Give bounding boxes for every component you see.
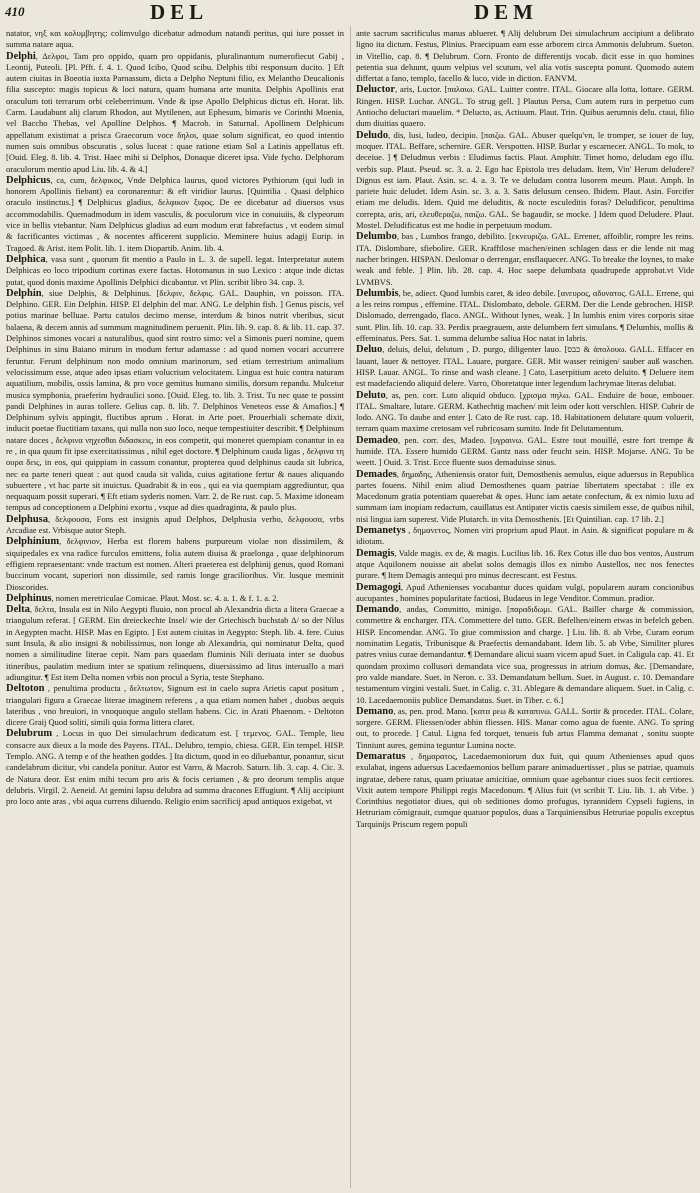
- entry-text: , δημανετος, Nomen viri proprium apud Plaut. in Asin. & significat populare m & idiotam.: [356, 525, 694, 547]
- entry-text: , andas, Committo, minigo. [παραδιδωμι. GAL. Bailler charge & commission, commettre & encharger. ITA. Commettere del tutto. GER. Befelhen/einem etwas in befelch geben. HISP. Encomendar. ANG. To giue commission and charge. ] Liu. lib. 8. ab Vrbe, Curam eorum nominatim Legatis, Tribunisque & Praefectis demandabant. Idem lib. 5. ab Vrbe, Similiter plures patres vnius curae demandantur. ¶ Demandare alicui suam vicem apud Suet. in Caligula cap. 41. Et quondam proximo collusori demandata vice sua, progressus in atrium domus, &c. [Demandare, pro valde mandare. Suet. in Neron. c. 33. Demandatum bellum. Suet. in August. c. 10. Demandare testamentum virgini vestali. Suet. in Calig. c. 31. Ablegare & demandare aliquem. Suet. in Calig. c. 10. Lacedaemoniis publice Demandatus. Suet. in Tiber. c. 6.]: [356, 604, 694, 705]
- dictionary-entry: [6, 593, 344, 604]
- entry-headword: Delumbis: [356, 287, 399, 299]
- entry-headword: Demagogi: [356, 581, 401, 593]
- left-column: [6, 28, 344, 1186]
- dictionary-entry: [6, 683, 344, 728]
- entry-headword: Demando: [356, 604, 400, 616]
- entry-headword: Deluctor: [356, 84, 396, 96]
- entry-headword: Delphicus: [6, 174, 51, 186]
- entry-text: , aris, Luctor. [παλαιω. GAL. Luitter contre. ITAL. Giocare alla lotta, lottare. GERM. Ringen. HISP. Luchar. ANGL. To strug gell. ] Plautus Persa, Cum autem rura in perpetuo cum Antiocho deluctari mauelim. * Delucto, as, Actiuum. Plaut. Trin. Quibus aerumnis delu. ctaui, filio dum diuitias quaero.: [356, 84, 694, 129]
- entry-text: , dis, lusi, ludeo, decipio. [παιζω. GAL. Abuser quelqu'vn, le tromper, se iouer de luy, moquer. ITAL. Beffare, schernire. GER. Verspotten. HISP. Burlar y escarnecer. ANGL. To mok, to deceiue. ] ¶ Deludmus verbis : Eludimus factis. Plaut. Amphitr. Timet homo, deludam ego illu. verbis sup. Plaut. Pseud. sc. 3. a. 2. Ego hac Epistola tres deludam. Item, Vin' Herum deludere? Dignus est iam. Plaut. Asin. sc. 4. a. 3. Te ve deludam contra lusorem meum. Plaut. Amph. In pariete huic deludet. Idem Asin. sc. 3. a. 3. Satis delusum censeo. Ibidem. Plaut. Asin. Forcifer etiam me deludis. Idem. Quid me deluditis, & nocte esculeditis foras? Deludificor, penultima correpta, aris, ari, ελευθεραζω, παιζω. GAL. Se bagaudir, se mocke. ] Idem quod Deludere. Plaut. Mostel. Deludificatus est me hodie in perpetuum modum.: [356, 129, 694, 231]
- entry-headword: Delphica: [6, 253, 46, 265]
- dictionary-entry: [356, 525, 694, 548]
- dictionary-entry: [356, 548, 694, 582]
- entry-headword: Deluto: [356, 389, 386, 401]
- entry-text: , penultima producta , δελτωτον, Signum est in caelo supra Arietis caput positum , triangulari figura a Graecae literae imaginem referens , a qua etiam nomen habet , duobus aequis lateribus , vno breuiori, in vnoquoque angulo stellam habens. Cic. in Arati Phaenom. - Deltoton dicere Graij Quod soliti, simili quia forma littera claret.: [6, 683, 344, 728]
- entry-text: ante sacrum sacrificulus manus ablueret. ¶ Alij delubrum Dei simulachrum accipiunt a delibrato ligno ita dictum. Festus, Plinius. Praecipuam eam esse arborem circa Ammonis delubrum. Sueton. in Vitellio, cap. 8. ¶ Delubrum. Corn. Fronto de differentijs vocab. dicit esse in quo homines petentia sua deluunt, quum velpius vel scutum, vel alia votis suscepta ponunt. Quomodo autem differtat a fano, templo, facello & luco, vide in diction. FANVM.: [356, 28, 694, 84]
- dictionary-entry: [6, 28, 344, 51]
- entry-headword: Demano: [356, 705, 394, 717]
- dictionary-entry: [356, 469, 694, 525]
- entry-headword: Demadeo: [356, 434, 398, 446]
- dictionary-entry: [356, 751, 694, 830]
- entry-headword: Delta: [6, 604, 30, 616]
- right-column: [356, 28, 694, 1186]
- entry-text: , as, pen. corr. Luto aliquid obduco. [χρισμα πηλω. GAL. Enduire de boue, embouer. ITAL. Smaltare, lutare. GERM. Kathechtig machen/ mit leim oder kott verschlen. HISP. Cubrir de lodo. ANG. To daube and enter ]. Cato de Re rust. cap. 18. Habitationem delutare quum voluerit, terram quam maxime cretosam vel rubricosam sumito. Inde fit Delutamentum.: [356, 389, 694, 434]
- dictionary-entry: [356, 84, 694, 129]
- entry-text: , nomen meretriculae Comicae. Plaut. Most. sc. 4. a. 1. & f. 1. a. 2.: [51, 592, 279, 603]
- entry-text: , ca, cum, δελφικος, Vnde Delphica laurus, quod victores Pythiorum (qui ludi in honorem Apollinis fiebant) ea coronarentur: & eft viridior laurus. [Quintilia . Quasi delphico oraculo instinctus.] ¶ Delphicus gladius, δελφικον ξιφος. De ee dicebatur ad diuersos vsus accommodabilis. Quemadmodum in idem vasculis, & poculorum vice in conuiuiis, & clypeorum vice in bellis vtebantur. Nam Delphicus gladius ad eum modum erat fabrefactus , vt eodem simul & facrificantes victimas , & nocentes afficerent supplicio. Meminere huius adagij Eurip. in Tragoed. & Arist. item Polit. lib. 1. item Diopartib. Anim. lib. 4.: [6, 174, 344, 253]
- entry-headword: Deludo: [356, 129, 389, 141]
- dictionary-entry: [6, 728, 344, 807]
- dictionary-entry: [6, 604, 344, 683]
- page-number: 410: [5, 4, 25, 19]
- column-divider: [350, 26, 351, 1188]
- dictionary-entry: [356, 288, 694, 344]
- dictionary-entry: [356, 231, 694, 287]
- entry-headword: Delphin: [6, 287, 42, 299]
- entry-text: , δημαδης, Atheniensis orator fuit, Demosthenis aemulus, eique aduersus in Republica partes fouens. Nihil enim aliud Demosthenes quam patriae libertatem spectabat : ille ex Macedonum gratia potentiam quaerebat & opes. Hunc iam aetate confectum, & ex nimio luxu ad summam iam inopiam redactum, cauillatus est Antipater victis caesis similem esse, de quibus nihil, nisi lingua iam superest. Vide Plutarch. in vita Demosthenis. [Et Quintilian. cap. 17 lib. 2.]: [356, 468, 694, 524]
- dictionary-entry: [6, 514, 344, 537]
- page-header: [0, 0, 700, 26]
- entry-text: , δελφουσα, Fons est insignis apud Delphos, Delphusia verbo, δελφουσα, vrbs Arcadiae est. Vrbisque autor Steph.: [6, 513, 344, 536]
- entry-headword: Demagis: [356, 547, 395, 559]
- entry-text: , Δελφοι, Tam pro oppido, quam pro oppidanis, pluralinantum numerofiecut Gabij , Leontij, Puteoli. [Pl. Pfft. f. 4. 1. Quod Icibo, Quod scibu. Delphis tibi responsum ducito. ] Eft autem ciuitas in Boeotia iuxta Parnassum, dicta a Delpho Neptuni filio, ex Melantho Deucalionis filia suscepto: magis topicus & loci natura, quam humana arte munita. Delphis Apollinis erat oraculum toti terrarum orbi celeberrimum. Vnde & ipse Apollo Delphicus dictus eft. Horat. lib. Carm. Laudabunt alij clarum Rhodon, aut Mytilenen, aut Ephesum, bimaris ve Corinthi Moenia, vel Baccho Thebas, vel Apolline Delphos. ¶ Macrob. in Saturnal. Apollinem Delphicum appellatum existimat a prisca Graecorum voce δηλοι, quae solum significat, eo quod intentio numen suis omnibus obscuratis , solus luceat : quae ratione etiam Sol a Latinis appellatus eft. [Ouid. Eleg. 8. lib. 4. Trist. Haec mihi si Delphos, Donaque diceret ipsa. Vide fycho. Delphorum oraculorum mentio apud Liu. lib. 4. & 4.]: [6, 50, 344, 174]
- dictionary-entry: [356, 706, 694, 751]
- entry-headword: Delphinus: [6, 592, 52, 604]
- dictionary-entry: [356, 344, 694, 389]
- entry-text: , as, pen. prod. Mano. [κατα ρεω & καταπινω. GALL. Sortir & proceder. ITAL. Colare, sorgere. GERM. Fliessen/oder abhin fliessen. HIS. Manar como agua de fuente. ANG. To spring out, to procede. ] Catul. Ligna fed torquet, tenueis fub artus Flamma demanat , sonitu suopte Tinniunt aures, gemina teguntur Lumina nocte.: [356, 705, 694, 750]
- dictionary-entry: [356, 28, 694, 84]
- dictionary-entry: [6, 51, 344, 175]
- dictionary-entry: [6, 536, 344, 592]
- entry-headword: Deltoton: [6, 683, 45, 695]
- dictionary-entry: [356, 582, 694, 605]
- dictionary-entry: [6, 288, 344, 514]
- entry-text: , δελφινιον, Herba est florem habens purpureum violae non dissimilem, & siquipedales ex vna radice furculos emittens, folia autem diuisa & praelonga , quae delphinorum effigiem repraesentant: vnde tractum est nomen. Alteri praeterea est delphinij genus, quod Romani buccinum vocant, superiori non dissimile, sed ramis longe gracilioribus. Vir. lusque meminit Dioscorides.: [6, 536, 344, 592]
- entry-headword: Demanetys: [356, 525, 406, 537]
- entry-text: , siue Delphis, & Delphinus. [δελφιν, δελφις. GAL. Dauphin, vn poisson. ITA. Delphino. GER. Ein Delphin. HISP. El delphin del mar. ANG. Le delphin fish. ] Genus piscis, vel potius marinae belluae. Partu catulos decimo mense, interdum & binos nutrit vberibus, sicut balaena, & decem annis ad summum magnitudinem peruenit. Plin. lib. 9. cap. 8. & lib. 11. cap. 37. Delphinos simones vocari a naturalibus, quod sint rostro simo: vel a Simonis pueri nomine, quem Delphinus in sinu Baiano mirum in modum fertur adamasse : ad quod nomen vocari accurrere feruntur. Ferunt delphinum non modo omnium marinorum, sed etiam terrestrium animalium velocissimum esse, atque adeo ipsas etiam volucrium velocitatem. Lingua est huic contra naturam aquatilium, mobilis, ossis lamina, & pro voce gemitus humano similis, dorsum repandu. Mulcetur musica symphonia, praeferim hydraulici sono. [Ouid. Eleg. to. lib. 3. Trist. Tu nec quae te possint pandi Delphines in auras tollere. Gelius cap. 8. lib. 7. Delphinos Veneteos esse & Amafios.] ¶ Delphinum sylvis appingit, fluctibus aprum . Horat. in Arte poet. Prouerbiali schemate dixit, inducit poetae fluctitiam taxans, qui nulla non suo loco, neque tempestiuiter describit. ¶ Delphinum natare doces , δελφινα νηχεσθαι διδασκεις, in eos competit, qui moneret quempiam conantur in ea re , in qua quum fit ipse exercitatissimus , nihil eget doctore. ¶ Delphinum cauda ligas , δελφινα τη ουρα δεις, in eos, qui quippiam in cassum conantur, propterea quod delphinus cauda sit lubrica, nec ea parte teneri queat : aut quod cauda sit valida, cuius agitatione fertur & naues aliquando subuertere , vt hac parte sit inuictus. Quadrabit & in eos , qui ea via quempiam aggrediuntur, qua nequaquam possit superari. ¶ Eft etiam syderis nomen. Varr. 2. de Re rust. cap. 5. Maxime idoneam tempus ad conceptionem a Delphini exortu , vsque ad dies quadraginta, & paulo plus.: [6, 287, 344, 513]
- entry-text: , Valde magis. ex de, & magis. Lucilius lib. 16. Rex Cotus ille duo bos ventos, Austrum atque Aquilonem nouisse ait abelat solos demagis illos ex nimbo Austellos, nec nos fenectes purare. ¶ Item Demagis antequi pro minus decrescant. est Festus.: [356, 547, 694, 581]
- entry-text: , vasa sunt , quorum fit mentio a Paulo in L. 3. de supell. legat. Interpretatur autem Delphicas eo loco tripodium cortinas exere factas. Hotomanus in suo Lexico : atque inde dictas putat, quod donis maxime Apollinis Delphici dicabantur. vt Plin. scribit libro 34. cap. 3.: [6, 253, 344, 287]
- entry-text: , δημαρατος, Lacedaemoniorum dux fuit, qui quum Athenienses apud quos exulabat, ingens aduersus Lacedaemonios bellum parare animaduertisset , plus se patriae, quamuis ingratae, debere ratus, quam priuatae amicitiae, omnium quae agebantur ciues suos fecit certiores. Vixit autem tempore Philippi regis Macedonum. ¶ Alius fuit (vt scribit T. Liu. lib. 1. ab Vrbe. ) Corinthius negotiator diues, qui ob seditiones domo profugus, tyrannidem Cypseli fugiens, in Hetruriam cōmigrauit, cumque quatuor populos, duas a Tarquiniensibus Hetruriae populis exceptus Tarquinijs Priscum regem populi: [356, 751, 694, 829]
- running-head-right: DEM: [474, 0, 538, 24]
- running-head-left: DEL: [150, 0, 209, 24]
- entry-text: , Locus in quo Dei simulachrum dedicatum est. [ τεμενος. GAL. Temple, lieu consacre aux dieux a la mode des Payens. ITAL. Delubro, tempio, chiesa. GER. Ein tempel. HISP. Templo. ANG. A temp e of the heathen goddes. ] Ita dictum, quod in eo diluebantur, ponantur, sicut candelabrum dicitur, vbi candela ponitur. Autor est Varro, & Macrob. Saturn. lib. 3. cap. 4. Cic. 3. de Natura deor. Est enim mihi tecum pro aris & focis certamen , & pro deorum templis atque delubris. Virgil. 2. Aeneid. At gemini lapsu delubra ad summa dracones Effugiunt. ¶ Alij accipiunt pro loco ante aras , vbi aqua currens diluendo. Religio enim sacrificij apud antiquos exigebat, vt: [6, 728, 344, 807]
- entry-headword: Demades: [356, 468, 397, 480]
- entry-text: , pen. corr. des, Madeo. [υγραινω. GAL. Estre tout mouillé, estre fort trempe & humide. ITA. Essere humido GERM. Gantz nass oder feucht sein. HISP. Mojarse. ANG. To be weett. ] Ouid. 3. Trist. Ecce fluente suos demaduisse sinus.: [356, 434, 694, 468]
- dictionary-entry: [6, 175, 344, 254]
- entry-text: , deluis, delui, delutum , D. purgo, diligenter lauo. [כבס & ἀπολουω. GALL. Effacer en lauant, lauer & nettoyer. ITAL. Lauare, purgare. GER. Mit wasser reinigen/ sauber auß waschen. HISP. Lauar. ANGL. To rinse and wash cleane. ] Cato, Laserpitium aceto deluito. ¶ Deluere item est madefaciendo aliquid delere. Varro, Oboretatque inter legendum lachrymae literas delubat.: [356, 344, 694, 389]
- entry-text: , δελτα, Insula est in Nilo Aegypti fluuio, non procul ab Alexandria dicta a litera Graecae a triangulum referat. [ GERM. Ein dreieckechte Insel/ wie der Griechisch buchstab Δ/ so der Nilus in Aegypten macht. HISP. Mas en Egipto. ] Est autem ciuitas in Aegypto: Steph. lib. 4. fere. Cuius sunt Insula, & alio insigni & nobilissimus, non longe ab Alexandria, qui nominatur Delta, quod nomen a similitudine literae cepit. Nam pars quaedam fluminis Nili deriuata inter se duobus itineribus, paulatim medium inter se spatium relinquens, diuersissimo ad litus interuallo a mari adiungitur. ¶ Est item Delta nomen vrbis non procul a Syria, teste Stephano.: [6, 604, 344, 682]
- entry-text: , bas , Lumbos frango, debilito. [εκνευριζω. GAL. Errener, affoiblir, rompre les reins. ITA. Dislombare, sfiebolire. GER. Krafftlose machen/einen schlagen dass er die lende nit mag nacher bringen. HISPAN. Deslomar o derrengar, ensflaquecer. ANG. To breake the loynes, to make weak and feble. ] Plin. lib. 28. cap. 4. Hoc saepe delumbata quadrupede approbat.vt Vide LVMBVS.: [356, 231, 694, 287]
- entry-text: , Apud Athenienses vocabantur duces quidam vulgi, popularem auram concionibus aucupantes , homines popularitate factiosi, Budaeus in lege Venditor. Commun. pradior.: [356, 581, 694, 603]
- dictionary-entry: [356, 604, 694, 706]
- dictionary-entry: [356, 130, 694, 232]
- entry-text: natator, νηξ και κολυμβητης: colimvulgo dicebatur admodum natandi peritus, qui iure posset in summa natare aqua.: [6, 28, 344, 50]
- dictionary-entry: [356, 435, 694, 469]
- dictionary-entry: [356, 390, 694, 435]
- entry-text: , be, adiect. Quod lumbis caret, & ideo debile. [ανευρος, αδυνατος. GALL. Errene, qui a les reins rompus , effemine. ITAL. Dislombato, debole. GERM. Der die Lende gebrochen. HISP. Dislomado, derrengado, flaco. ANGL. Without lynes, weak. ] In lumbis enim vires corporis sitae sunt. Plin. lib. 10. cap. 33. Perdix praegrauem, ante delumbem fert simulans. ¶ Delumbis, mollis & effeminatus. Pers. Sat. 1. summa delumbe saliua Hoc natat in labris.: [356, 287, 694, 344]
- dictionary-entry: [6, 254, 344, 288]
- entry-headword: Delphi: [6, 50, 36, 62]
- entry-headword: Deluo: [356, 344, 383, 356]
- entry-headword: Demaratus: [356, 751, 406, 762]
- entry-headword: Delubrum: [6, 728, 53, 740]
- entry-headword: Delphinium: [6, 536, 60, 548]
- entry-headword: Delphusa: [6, 513, 49, 525]
- entry-headword: Delumbo: [356, 231, 397, 243]
